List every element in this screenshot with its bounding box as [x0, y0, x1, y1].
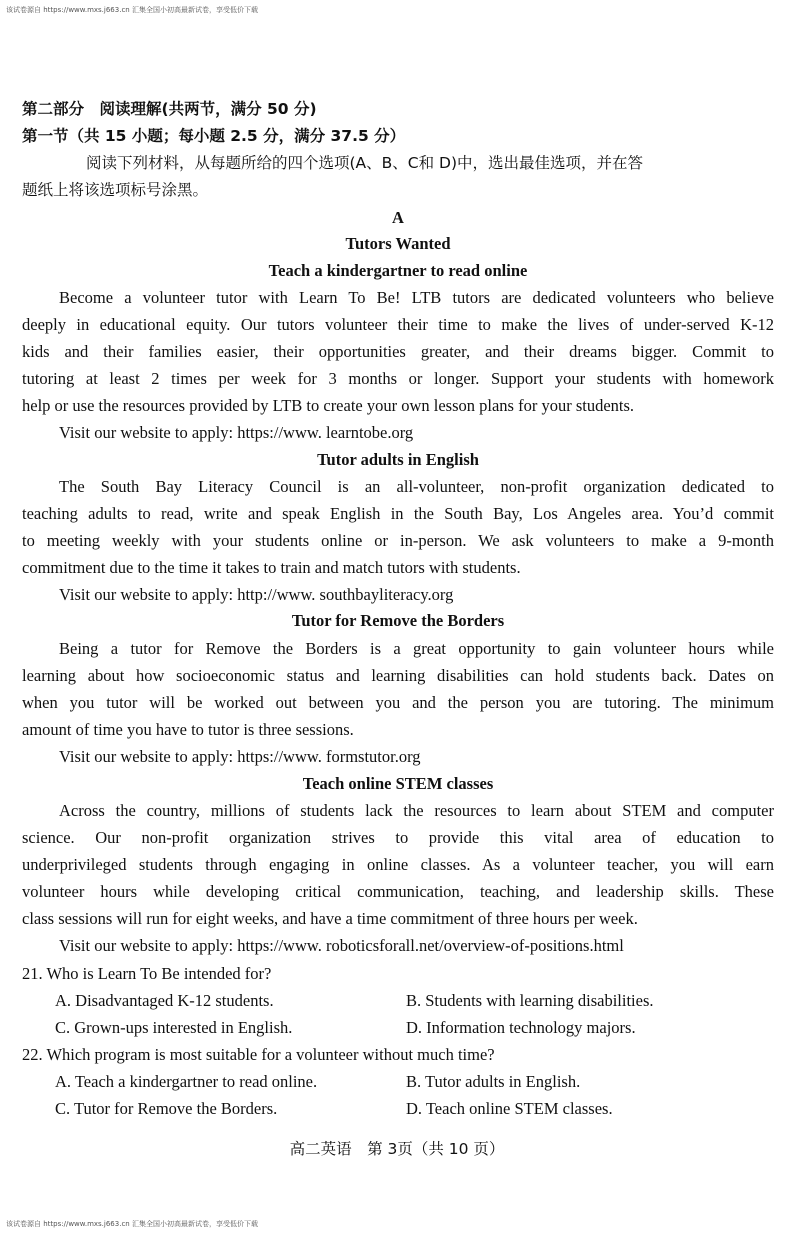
- instruction-line-1: 阅读下列材料，从每题所给的四个选项(A、B、C和 D)中，选出最佳选项，并在答: [86, 154, 644, 172]
- bottom-watermark: 该试卷源自 https://www.mxs.j663.cn 汇集全国小初高最新试卷，享受低价下载: [6, 1220, 258, 1228]
- question-22-option-b[interactable]: B. Tutor adults in English.: [406, 1072, 581, 1091]
- question-21-option-d[interactable]: D. Information technology majors.: [406, 1018, 636, 1037]
- ad-2-website: Visit our website to apply: http://www. southbayliteracy.org: [59, 585, 454, 604]
- question-22-option-c[interactable]: C. Tutor for Remove the Borders.: [55, 1099, 278, 1118]
- ad-heading-adults-english: Tutor adults in English: [317, 450, 479, 469]
- ad-heading-kindergartner: Teach a kindergartner to read online: [268, 261, 528, 280]
- ad-4-line: Across the country, millions of students lack the resources to learn about STEM and computer: [59, 801, 774, 820]
- ad-4-line: volunteer hours while developing critical communication, teaching, and leadership skills. These: [22, 882, 774, 901]
- page-footer: 高二英语 第 3页（共 10 页）: [289, 1140, 505, 1158]
- question-21-stem: 21. Who is Learn To Be intended for?: [22, 964, 272, 983]
- ad-4-website: Visit our website to apply: https://www. roboticsforall.net/overview-of-positions.html: [59, 936, 624, 955]
- ad-2-line: to meeting weekly with your students online or in-person. We ask volunteers to make a 9-month: [22, 531, 774, 550]
- question-21-option-b[interactable]: B. Students with learning disabilities.: [406, 991, 654, 1010]
- ad-4-line: science. Our non-profit organization strives to provide this vital area of education to: [22, 828, 774, 847]
- question-22-option-a[interactable]: A. Teach a kindergartner to read online.: [55, 1072, 318, 1091]
- ad-3-website: Visit our website to apply: https://www. formstutor.org: [59, 747, 421, 766]
- ad-3-line: Being a tutor for Remove the Borders is a great opportunity to gain volunteer hours while: [59, 639, 774, 658]
- passage-letter: A: [392, 208, 404, 227]
- question-21-option-a[interactable]: A. Disadvantaged K-12 students.: [55, 991, 274, 1010]
- question-22-option-d[interactable]: D. Teach online STEM classes.: [406, 1099, 613, 1118]
- ad-1-line: help or use the resources provided by LTB to create your own lesson plans for your students.: [22, 396, 635, 415]
- question-22-stem: 22. Which program is most suitable for a volunteer without much time?: [22, 1045, 495, 1064]
- ad-2-line: commitment due to the time it takes to train and match tutors with students.: [22, 558, 521, 577]
- subsection-title: 第一节（共 15 小题；每小题 2.5 分，满分 37.5 分）: [22, 127, 406, 145]
- ad-3-line: when you tutor will be worked out between you and the person you are tutoring. The minimum: [22, 693, 774, 712]
- ad-4-line: class sessions will run for eight weeks, and have a time commitment of three hours per week.: [22, 909, 638, 928]
- ad-1-line: deeply in educational equity. Our tutors volunteer their time to make the lives of under-served K-12: [22, 315, 774, 334]
- ad-1-line: tutoring at least 2 times per week for 3 months or longer. Support your students with homework: [22, 369, 774, 388]
- top-watermark: 该试卷源自 https://www.mxs.j663.cn 汇集全国小初高最新试卷，享受低价下载: [6, 6, 258, 14]
- ad-2-line: The South Bay Literacy Council is an all-volunteer, non-profit organization dedicated to: [59, 477, 774, 496]
- ad-heading-remove-borders: Tutor for Remove the Borders: [291, 611, 505, 630]
- ad-2-line: teaching adults to read, write and speak English in the South Bay, Los Angeles area. You’d commit: [22, 504, 774, 523]
- ad-3-line: learning about how socioeconomic status and learning disabilities can hold students back. Dates on: [22, 666, 774, 685]
- passage-title: Tutors Wanted: [345, 234, 451, 253]
- ad-heading-stem: Teach online STEM classes: [302, 774, 494, 793]
- part-title: 第二部分 阅读理解(共两节，满分 50 分): [22, 100, 317, 118]
- instruction-line-2: 题纸上将该选项标号涂黑。: [22, 181, 209, 199]
- ad-1-line: kids and their families easier, their opportunities greater, and their dreams bigger. Commit to: [22, 342, 774, 361]
- ad-1-website: Visit our website to apply: https://www. learntobe.org: [59, 423, 414, 442]
- ad-1-line: Become a volunteer tutor with Learn To Be! LTB tutors are dedicated volunteers who believe: [59, 288, 774, 307]
- ad-3-line: amount of time you have to tutor is three sessions.: [22, 720, 354, 739]
- ad-4-line: underprivileged students through engaging in online classes. As a volunteer teacher, you will earn: [22, 855, 774, 874]
- question-21-option-c[interactable]: C. Grown-ups interested in English.: [55, 1018, 293, 1037]
